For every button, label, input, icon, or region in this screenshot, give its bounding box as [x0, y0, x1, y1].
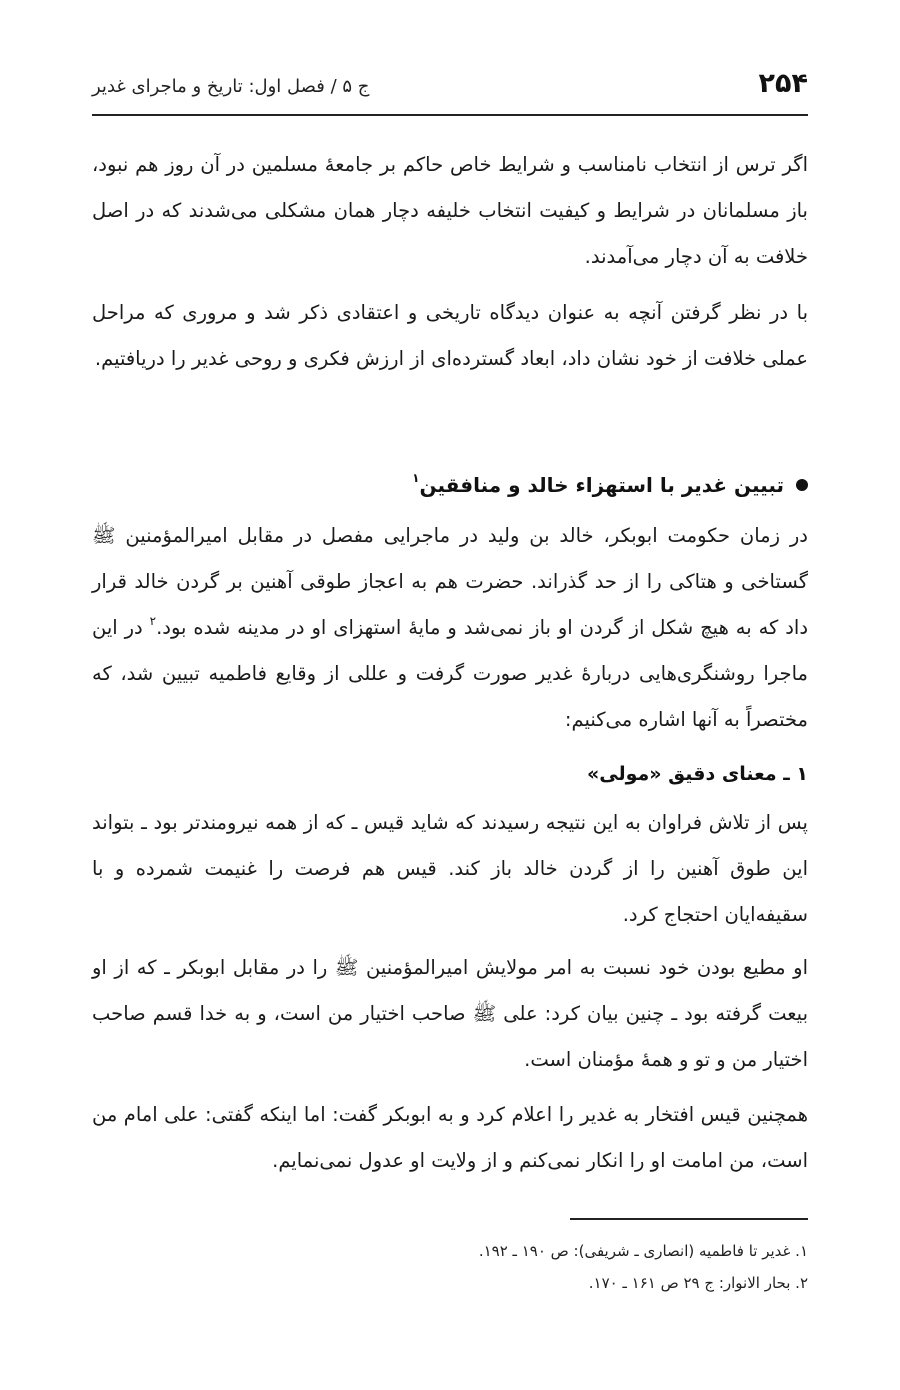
paragraph-6: همچنین قیس افتخار به غدیر را اعلام کرد و به ابوبکر گفت: اما اینکه گفتی: علی امام من است، من امامت او را انکار نمی‌کنم و از ولایت او عدول نمی‌نمایم. — [92, 1103, 808, 1172]
paragraph-2: با در نظر گرفتن آنچه به عنوان دیدگاه تاریخی و اعتقادی ذکر شد و مروری که مراحل عملی خلافت از خود نشان داد، ابعاد گسترده‌ای از ارزش فکری و روحی غدیر را دریافتیم. — [92, 301, 808, 370]
running-header — [92, 62, 808, 116]
subheading-mawla: ۱ ـ معنای دقیق «مولی» — [586, 763, 808, 785]
paragraph-3-part-1: در زمان حکومت ابوبکر، خالد بن ولید در ماجرایی مفصل در مقابل امیرالمؤمنین ﷺ گستاخی و هتاکی را از حد گذراند. حضرت هم به اعجاز طوقی آهنین بر گردن خالد قرار داد که به هیچ شکل از گردن او باز نمی‌شد و مایهٔ استهزای او در مدینه شده بود. — [92, 524, 809, 639]
footnote-marker-2: ۲ — [149, 613, 157, 628]
paragraph-5: او مطیع بودن خود نسبت به امر مولایش امیرالمؤمنین ﷺ را در مقابل ابوبکر ـ که از او بیعت گرفته بود ـ چنین بیان کرد: علی ﷺ صاحب اختیار من است، و به خدا قسم صاحب اختیار من و تو و همهٔ مؤمنان است. — [92, 956, 808, 1071]
paragraph-1: اگر ترس از انتخاب نامناسب و شرایط خاص حاکم بر جامعهٔ مسلمین در آن روز هم نبود، باز مسلمانان در شرایط و کیفیت انتخاب خلیفه دچار همان مشکلی می‌شدند که در اصل خلافت به آن دچار می‌آمدند. — [92, 153, 808, 268]
footnote-marker-1: ۱ — [412, 471, 420, 486]
section-heading — [92, 465, 808, 505]
page-number: ۲۵۴ — [758, 68, 808, 99]
section-heading-text: تبیین غدیر با استهزاء خالد و منافقین — [419, 473, 784, 497]
paragraph-3-part-2: در این ماجرا روشنگری‌هایی دربارهٔ غدیر صورت گرفت و عللی از وقایع فاطمیه تبیین شد، که مختصراً به آنها اشاره می‌کنیم: — [92, 616, 808, 731]
paragraph-4: پس از تلاش فراوان به این نتیجه رسیدند که شاید قیس ـ که از همه نیرومندتر بود ـ بتواند این طوق آهنین را از گردن خالد باز کند. قیس هم فرصت را غنیمت شمرده و با سقیفه‌ایان احتجاج کرد. — [92, 811, 808, 926]
footnote-2: ۲. بحار الانوار: ج ۲۹ ص ۱۶۱ ـ ۱۷۰. — [588, 1274, 808, 1292]
paragraph-3 — [92, 513, 808, 743]
footnote-1: ۱. غدیر تا فاطمیه (انصاری ـ شریفی): ص ۱۹۰ ـ ۱۹۲. — [478, 1242, 808, 1260]
bullet-icon — [796, 479, 808, 491]
header-title: ج ۵ / فصل اول: تاریخ و ماجرای غدیر — [92, 76, 370, 97]
footnote-divider — [570, 1218, 808, 1220]
